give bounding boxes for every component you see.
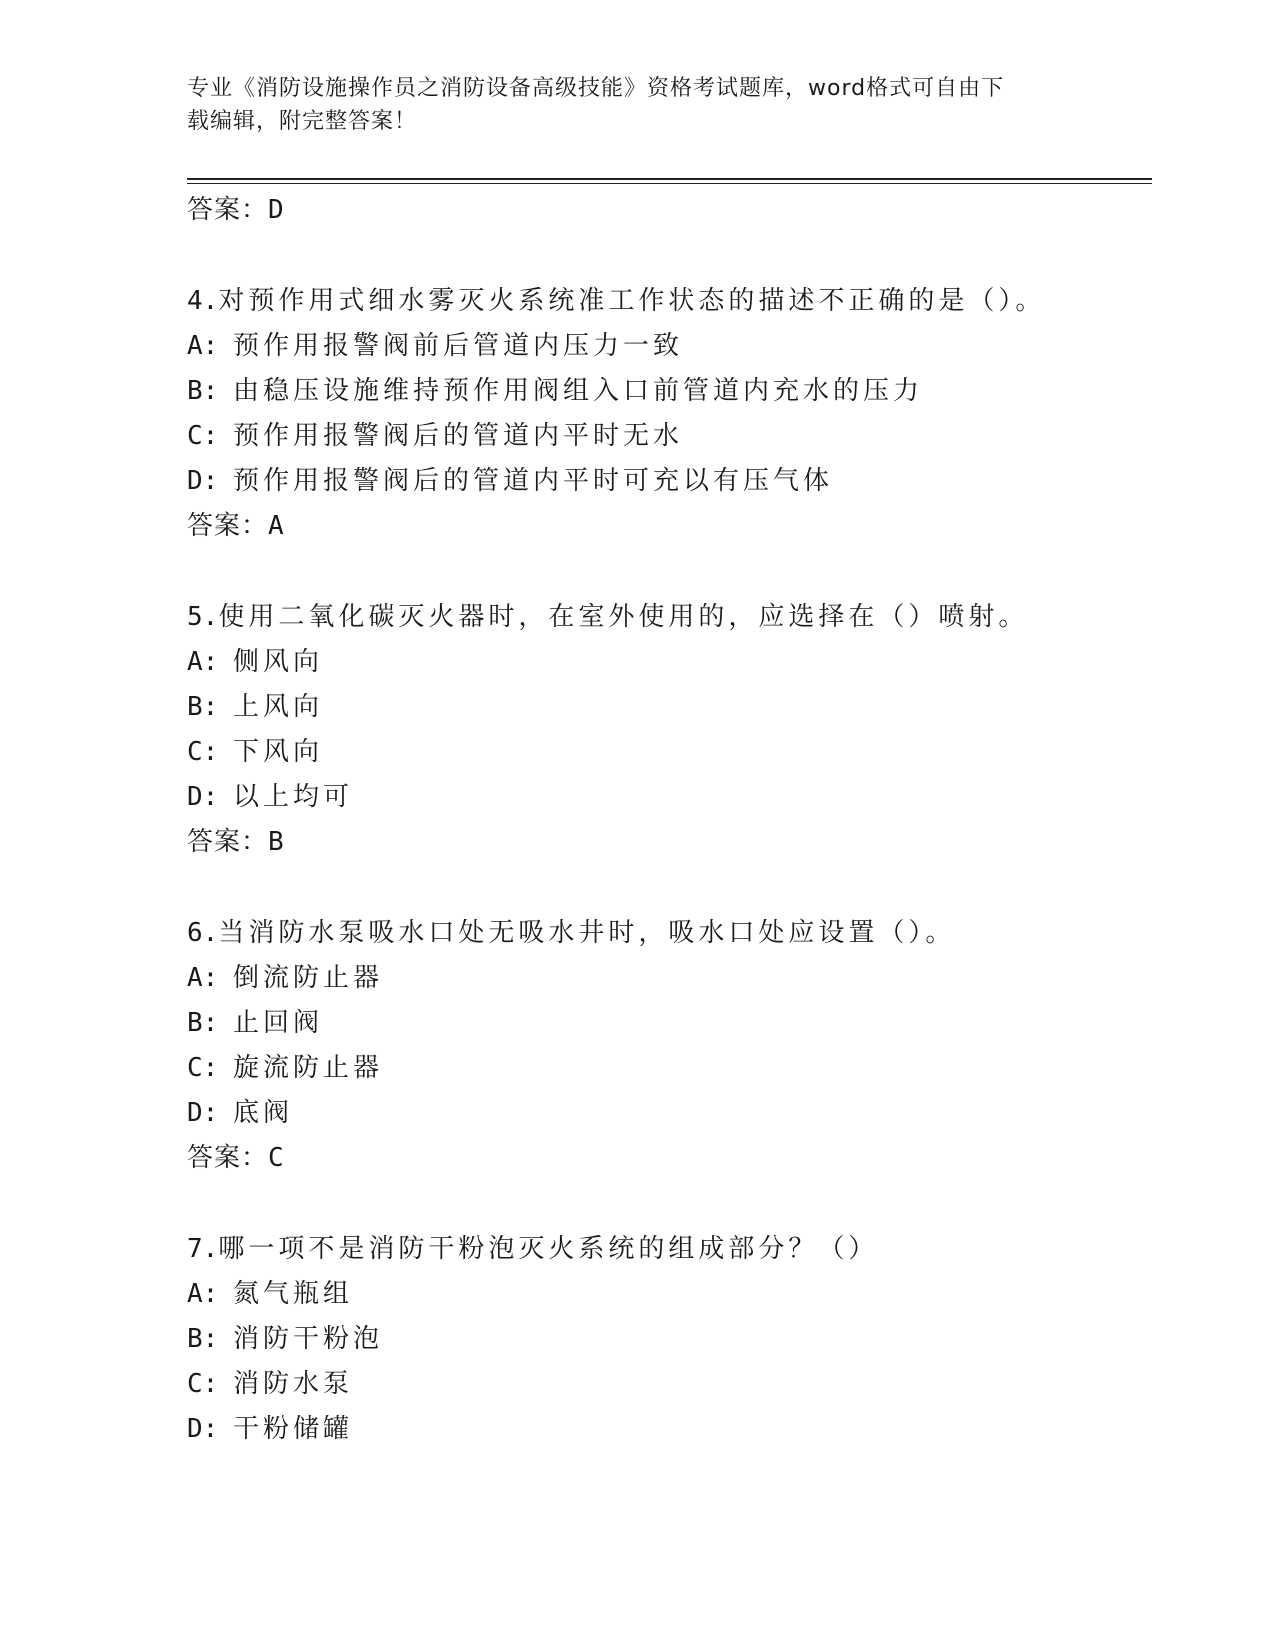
answer-line xyxy=(187,504,1147,548)
option-text: 干粉储罐 xyxy=(233,1414,354,1444)
option-key: D: xyxy=(187,1414,219,1444)
question-5 xyxy=(187,595,1147,864)
question-number: 6. xyxy=(187,918,219,948)
option-b xyxy=(187,369,1147,414)
question-number: 4. xyxy=(187,286,219,316)
option-c xyxy=(187,730,1147,775)
option-key: C: xyxy=(187,737,219,767)
option-key: A: xyxy=(187,963,219,993)
option-key: D: xyxy=(187,466,219,496)
option-text: 倒流防止器 xyxy=(233,963,384,993)
option-key: D: xyxy=(187,1098,219,1128)
option-text: 由稳压设施维持预作用阀组入口前管道内充水的压力 xyxy=(233,376,924,406)
question-7 xyxy=(187,1227,1147,1452)
header-line-1: 专业《消防设施操作员之消防设备高级技能》资格考试题库，word格式可自由下 xyxy=(187,76,1005,101)
option-key: B: xyxy=(187,1008,219,1038)
option-key: B: xyxy=(187,692,219,722)
option-key: C: xyxy=(187,1053,219,1083)
option-text: 以上均可 xyxy=(233,782,354,812)
question-title xyxy=(187,279,1147,324)
option-a xyxy=(187,640,1147,685)
document-header xyxy=(187,72,1067,138)
option-text: 预作用报警阀后的管道内平时无水 xyxy=(233,421,684,451)
question-4 xyxy=(187,279,1147,548)
question-number: 5. xyxy=(187,602,219,632)
question-text: 哪一项不是消防干粉泡灭火系统的组成部分？（） xyxy=(218,1234,879,1264)
option-b xyxy=(187,1317,1147,1362)
question-title xyxy=(187,911,1147,956)
option-text: 消防干粉泡 xyxy=(233,1324,384,1354)
option-key: A: xyxy=(187,647,219,677)
answer-line-prev xyxy=(187,188,1147,232)
option-text: 预作用报警阀后的管道内平时可充以有压气体 xyxy=(233,466,834,496)
option-c xyxy=(187,1362,1147,1407)
option-a xyxy=(187,324,1147,369)
option-a xyxy=(187,1272,1147,1317)
question-text: 当消防水泵吸水口处无吸水井时，吸水口处应设置（）。 xyxy=(218,918,956,948)
header-line-2: 载编辑，附完整答案！ xyxy=(187,109,418,134)
question-number: 7. xyxy=(187,1234,219,1264)
option-text: 上风向 xyxy=(233,692,324,722)
answer-line xyxy=(187,1136,1147,1180)
answer-value: C xyxy=(268,1143,285,1173)
question-text: 使用二氧化碳灭火器时，在室外使用的，应选择在（）喷射。 xyxy=(218,602,1029,632)
option-c xyxy=(187,414,1147,459)
answer-value: B xyxy=(268,827,285,857)
answer-value: D xyxy=(268,195,285,225)
option-text: 下风向 xyxy=(233,737,324,767)
option-b xyxy=(187,685,1147,730)
answer-line xyxy=(187,820,1147,864)
option-text: 氮气瓶组 xyxy=(233,1279,354,1309)
question-list xyxy=(187,188,1147,1452)
option-b xyxy=(187,1001,1147,1046)
option-d xyxy=(187,1407,1147,1452)
answer-label: 答案： xyxy=(187,827,269,857)
option-key: D: xyxy=(187,782,219,812)
option-key: B: xyxy=(187,376,219,406)
option-key: C: xyxy=(187,421,219,451)
option-key: B: xyxy=(187,1324,219,1354)
option-text: 消防水泵 xyxy=(233,1369,354,1399)
option-key: A: xyxy=(187,331,219,361)
question-title xyxy=(187,1227,1147,1272)
option-text: 预作用报警阀前后管道内压力一致 xyxy=(233,331,684,361)
question-title xyxy=(187,595,1147,640)
option-text: 底阀 xyxy=(233,1098,294,1128)
answer-value: A xyxy=(268,511,285,541)
option-d xyxy=(187,1091,1147,1136)
option-c xyxy=(187,1046,1147,1091)
option-d xyxy=(187,775,1147,820)
answer-label: 答案： xyxy=(187,195,269,225)
option-a xyxy=(187,956,1147,1001)
question-6 xyxy=(187,911,1147,1180)
option-text: 止回阀 xyxy=(233,1008,324,1038)
option-key: C: xyxy=(187,1369,219,1399)
header-divider-thick xyxy=(187,178,1152,180)
question-text: 对预作用式细水雾灭火系统准工作状态的描述不正确的是（）。 xyxy=(218,286,1046,316)
option-text: 旋流防止器 xyxy=(233,1053,384,1083)
header-divider-thin xyxy=(187,183,1152,184)
answer-label: 答案： xyxy=(187,1143,269,1173)
option-key: A: xyxy=(187,1279,219,1309)
answer-label: 答案： xyxy=(187,511,269,541)
option-d xyxy=(187,459,1147,504)
option-text: 侧风向 xyxy=(233,647,324,677)
